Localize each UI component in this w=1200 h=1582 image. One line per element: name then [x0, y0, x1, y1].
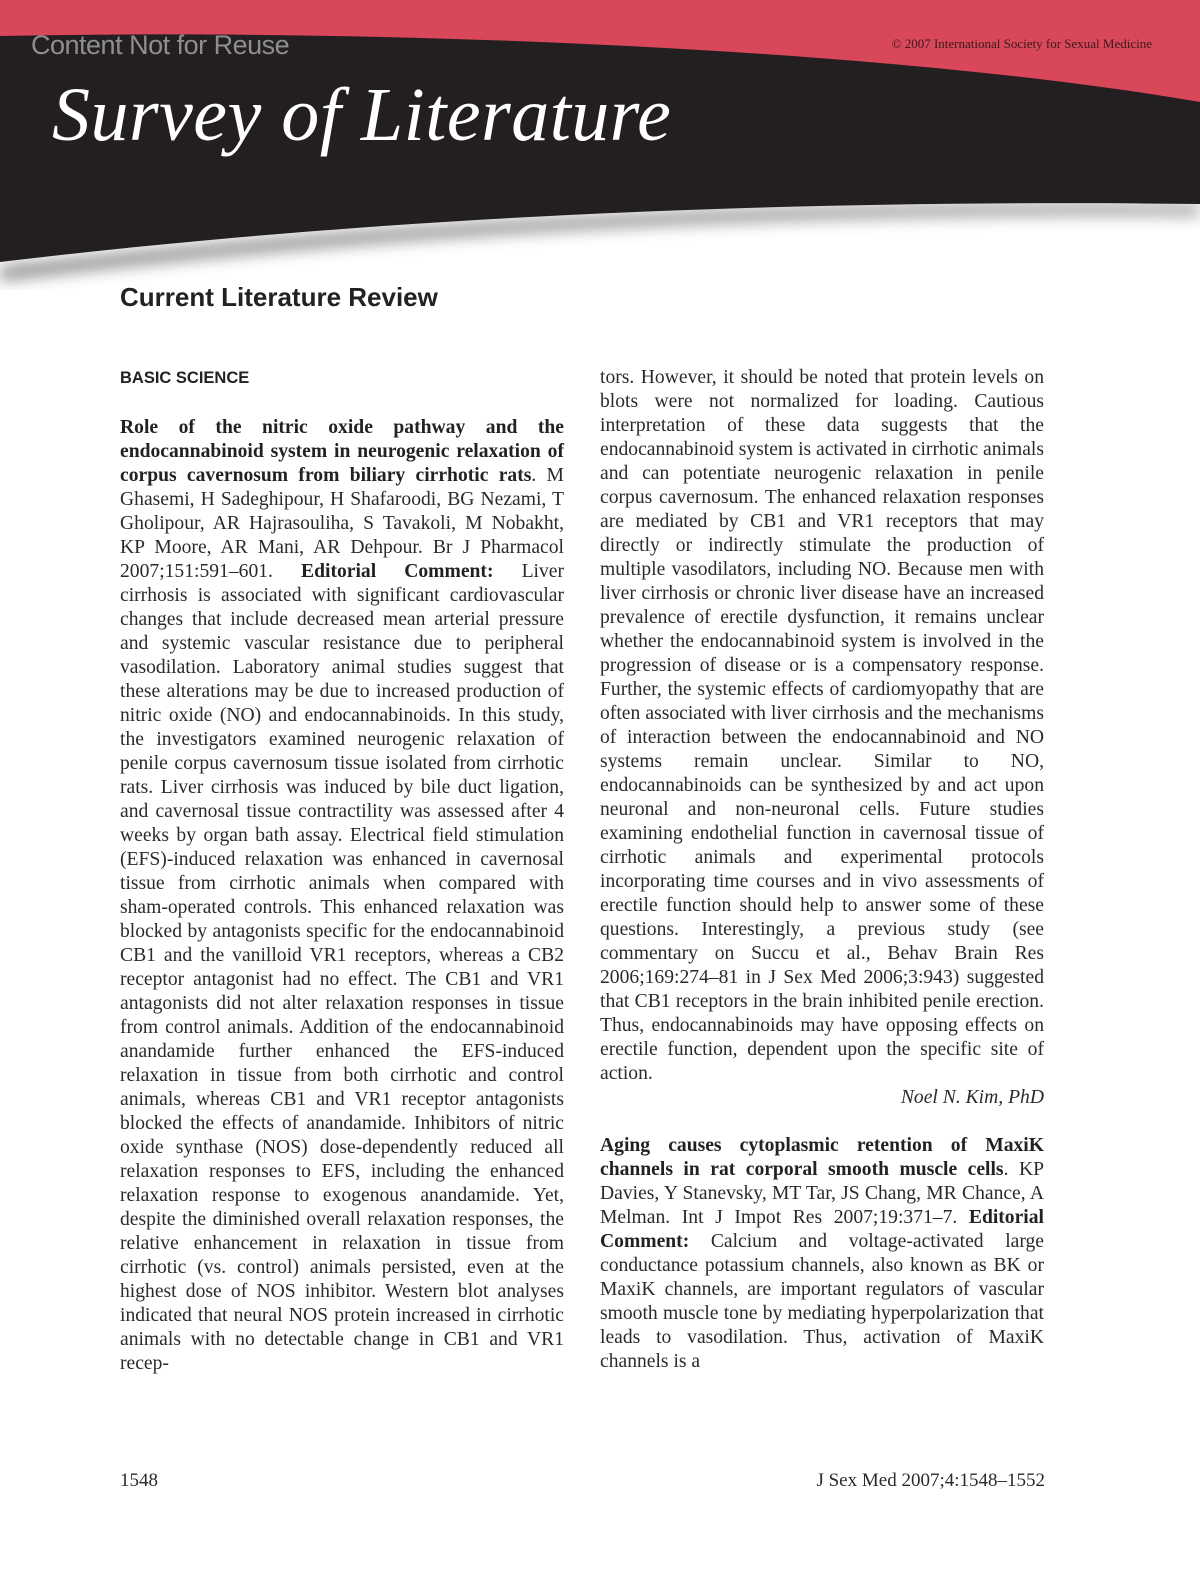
copyright-notice: © 2007 International Society for Sexual Medicine [891, 36, 1152, 51]
article-1 [120, 416, 564, 1376]
watermark: Content Not for Reuse [31, 30, 290, 60]
section-heading: Current Literature Review [120, 282, 438, 312]
comment-label: Editorial Comment: [301, 561, 494, 582]
page-number: 1548 [120, 1470, 158, 1491]
comment-text: Calcium and voltage-activated large conductance potassium channels, also known as BK or MaxiK channels, are important regulators of vascular smooth muscle tone by mediating hyperpolarization that leads to vasodilation. Thus, activation of MaxiK channels is a [600, 1231, 1044, 1372]
page-title: Survey of Literature [52, 73, 672, 157]
article-2 [600, 1134, 1044, 1374]
category-label: BASIC SCIENCE [120, 369, 250, 387]
journal-reference: J Sex Med 2007;4:1548–1552 [816, 1470, 1045, 1491]
column-left [120, 366, 564, 1376]
comment-text-continued: tors. However, it should be noted that protein levels on blots were not normalized for loading. Cautious interpretation of these data suggests that the endocannabinoid system is activated in cirrhotic animals and can potentiate neurogenic relaxation in penile corpus cavernosum. The enhanced relaxation responses are mediated by CB1 and VR1 receptors that may directly or indirectly stimulate the production of multiple vasodilators, including NO. Because men with liver cirrhosis or chronic liver disease have an increased prevalence of erectile dysfunction, it remains unclear whether the endocannabinoid system is involved in the progression of disease or is a compensatory response. Further, the systemic effects of cardiomyopathy that are often associated with liver cirrhosis and the mechanisms of interaction between the endocannabinoid and NO systems remain unclear. Similar to NO, endocannabinoids can be synthesized by and act upon neuronal and non-neuronal cells. Future studies examining endothelial function in cavernosal tissue of cirrhotic animals and experimental protocols incorporating time courses and in vivo assessments of erectile function should help to answer some of these questions. Interestingly, a previous study (see commentary on Succu et al., Behav Brain Res 2006;169:274–81 in J Sex Med 2006;3:943) suggested that CB1 receptors in the brain inhibited penile erection. Thus, endocannabinoids may have opposing effects on erectile function, dependent upon the specific site of action. [600, 367, 1044, 1084]
article-citation: . M Ghasemi, H Sadeghipour, H Shafaroodi, BG Nezami, T Gholipour, AR Hajrasouliha, S Tavakoli, M Nobakht, KP Moore, AR Mani, AR Dehpour. Br J Pharmacol 2007;151:591–601. [120, 465, 564, 582]
article-title: Role of the nitric oxide pathway and the endocannabinoid system in neurogenic relaxation of corpus cavernosum from biliary cirrhotic rats [120, 417, 564, 486]
comment-text: Liver cirrhosis is associated with significant cardiovascular changes that include decreased mean arterial pressure and systemic vascular resistance due to peripheral vasodilation. Laboratory animal studies suggest that these alterations may be due to increased production of nitric oxide (NO) and endocannabinoids. In this study, the investigators examined neurogenic relaxation of penile corpus cavernosum tissue isolated from cirrhotic rats. Liver cirrhosis was induced by bile duct ligation, and cavernosal tissue contractility was assessed after 4 weeks by organ bath assay. Electrical field stimulation (EFS)-induced relaxation was enhanced in cavernosal tissue from cirrhotic animals when compared with sham-operated controls. This enhanced relaxation was blocked by antagonists specific for the endocannabinoid CB1 and the vanilloid VR1 receptors, whereas a CB2 receptor antagonist had no effect. The CB1 and VR1 antagonists did not alter relaxation responses in tissue from control animals. Addition of the endocannabinoid anandamide further enhanced the EFS-induced relaxation in tissue from both cirrhotic and control animals, whereas CB1 and VR1 receptor antagonists blocked the effects of anandamide. Inhibitors of nitric oxide synthase (NOS) dose-dependently reduced all relaxation responses to EFS, including the enhanced relaxation response to exogenous anandamide. Yet, despite the diminished overall relaxation responses, the relative enhancement in relaxation in tissue from cirrhotic (vs. control) animals persisted, even at the highest dose of NOS inhibitor. Western blot analyses indicated that neural NOS protein increased in cirrhotic animals with no detectable change in CB1 and VR1 recep- [120, 561, 564, 1374]
column-right [600, 366, 1044, 1374]
comment-label: Editorial Comment: [600, 1207, 1044, 1252]
signature: Noel N. Kim, PhD [900, 1087, 1044, 1108]
article-citation: . KP Davies, Y Stanevsky, MT Tar, JS Chang, MR Chance, A Melman. Int J Impot Res 2007;19:371–7. [600, 1159, 1044, 1228]
article-title: Aging causes cytoplasmic retention of MaxiK channels in rat corporal smooth muscle cells [600, 1135, 1044, 1180]
